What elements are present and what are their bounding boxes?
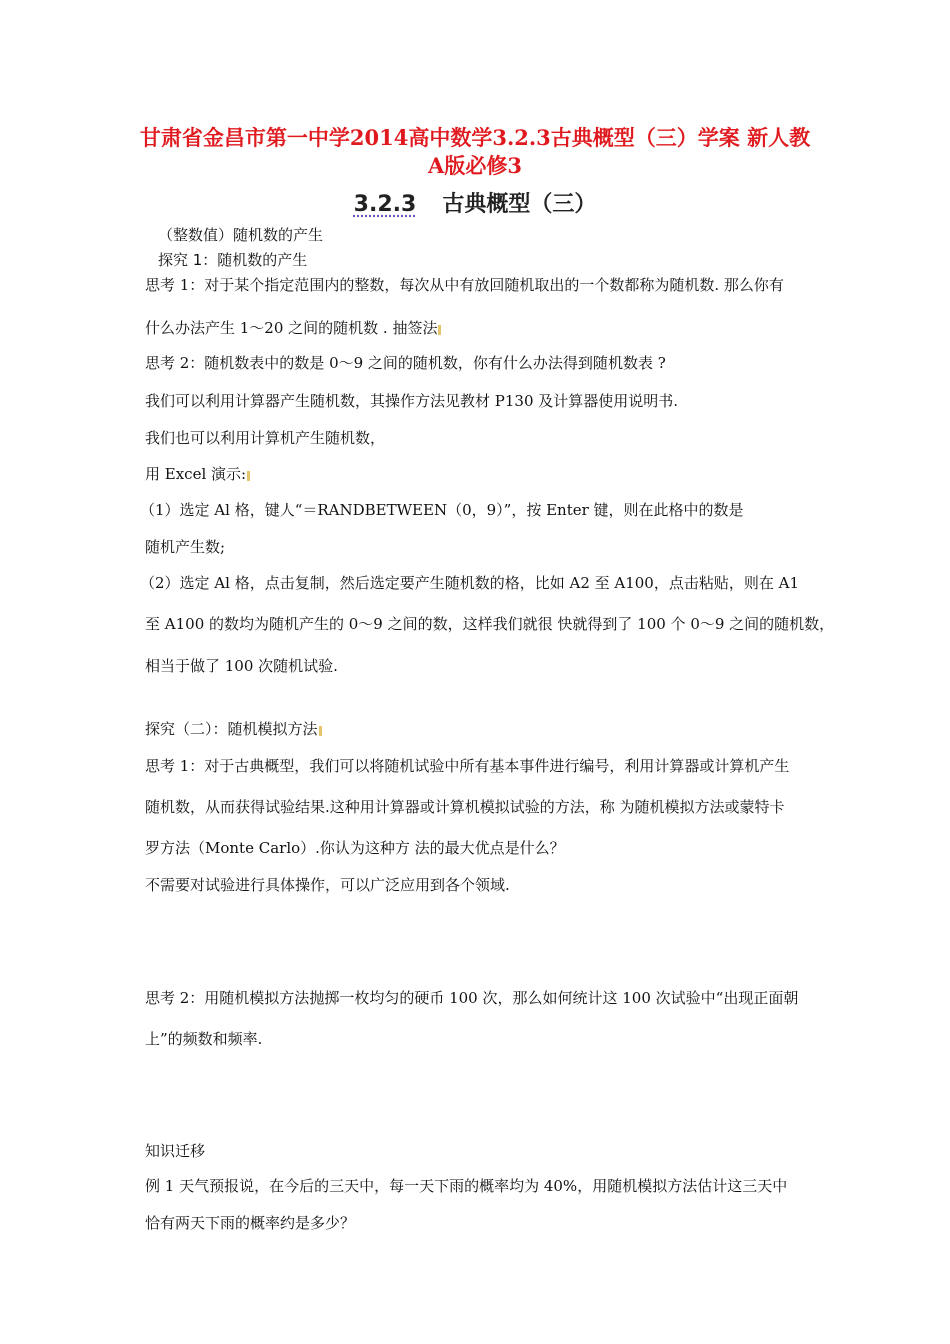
paragraph-calculator: 我们可以利用计算器产生随机数，其操作方法见教材 P130 及计算器使用说明书. xyxy=(145,392,679,410)
document-title-line2: A版必修3 xyxy=(428,153,522,178)
paragraph-monte-carlo-answer: 不需要对试验进行具体操作，可以广泛应用到各个领域. xyxy=(145,876,510,894)
paragraph-computer: 我们也可以利用计算机产生随机数， xyxy=(145,429,386,447)
paragraph-text: 探究（二）：随机模拟方法 xyxy=(145,720,318,738)
paragraph-step-1: （1）选定 Al 格，键人“＝RANDBETWEEN（0，9）”，按 Enter 键，则在此格中的数是 xyxy=(140,501,744,519)
paragraph-monte-carlo-think-1: 思考 1：对于古典概型，我们可以将随机试验中所有基本事件进行编号，利用计算器或计算机产生 xyxy=(145,757,790,775)
paragraph-monte-carlo-cont: 随机数，从而获得试验结果.这种用计算器或计算机模拟试验的方法，称 为随机模拟方法或蒙特卡 xyxy=(145,798,785,816)
section-title: 古典概型（三） xyxy=(442,192,597,217)
paragraph-think-1-cont xyxy=(145,318,441,338)
paragraph-think-2: 思考 2：随机数表中的数是 0～9 之间的随机数，你有什么办法得到随机数表 ? xyxy=(145,354,666,372)
paragraph-excel-demo xyxy=(145,464,250,484)
subheading-explore-2 xyxy=(145,719,322,739)
paragraph-text: 什么办法产生 1～20 之间的随机数 . 抽签法 xyxy=(145,319,438,337)
edit-mark xyxy=(247,471,250,481)
paragraph-text: 用 Excel 演示: xyxy=(145,465,247,483)
subheading-random-number-generation: （整数值）随机数的产生 xyxy=(158,226,324,244)
subheading-explore-1: 探究 1：随机数的产生 xyxy=(158,251,308,269)
subheading-knowledge-transfer: 知识迁移 xyxy=(145,1142,206,1160)
paragraph-example-1-question: 恰有两天下雨的概率约是多少？ xyxy=(145,1214,356,1232)
section-heading xyxy=(0,187,950,218)
paragraph-step-1-cont: 随机产生数; xyxy=(145,538,226,556)
document-title-line1: 甘肃省金昌市第一中学2014高中数学3.2.3古典概型（三）学案 新人教 xyxy=(139,125,811,150)
paragraph-coin-cont: 上”的频数和频率. xyxy=(145,1030,263,1048)
edit-mark xyxy=(438,325,441,335)
paragraph-step-2-cont: 至 A100 的数均为随机产生的 0～9 之间的数，这样我们就很 快就得到了 100 个 0～9 之间的随机数， xyxy=(145,615,835,633)
paragraph-step-2-end: 相当于做了 100 次随机试验. xyxy=(145,657,338,675)
paragraph-monte-carlo-question: 罗方法（Monte Carlo）.你认为这种方 法的最大优点是什么？ xyxy=(145,839,565,857)
section-number: 3.2.3 xyxy=(353,192,417,217)
paragraph-coin-think-2: 思考 2：用随机模拟方法抛掷一枚均匀的硬币 100 次，那么如何统计这 100 次试验中“出现正面朝 xyxy=(145,989,799,1007)
paragraph-think-1: 思考 1：对于某个指定范围内的整数，每次从中有放回随机取出的一个数都称为随机数. 那么你有 xyxy=(145,276,784,294)
edit-mark xyxy=(319,726,322,736)
paragraph-example-1: 例 1 天气预报说，在今后的三天中，每一天下雨的概率均为 40%，用随机模拟方法估计这三天中 xyxy=(145,1177,788,1195)
paragraph-step-2: （2）选定 Al 格，点击复制，然后选定要产生随机数的格，比如 A2 至 A100，点击粘贴，则在 A1 xyxy=(140,574,800,592)
